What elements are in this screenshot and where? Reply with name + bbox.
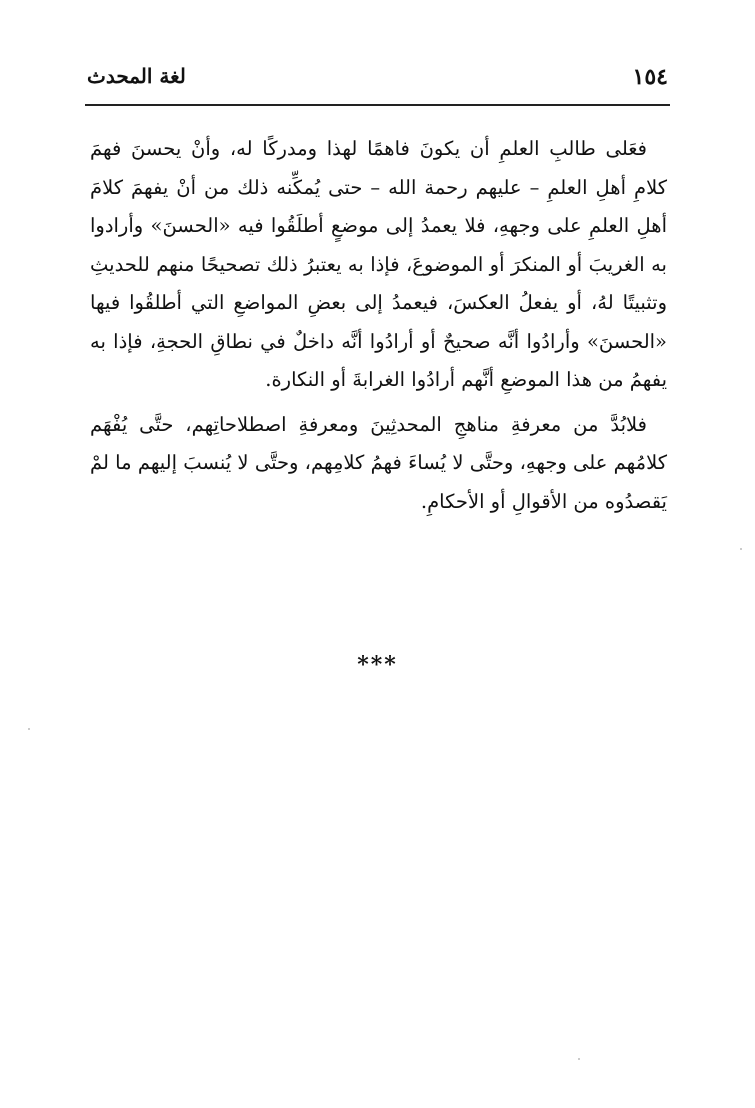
scan-speck: [28, 728, 30, 730]
paragraph-1: فعَلى طالبِ العلمِ أن يكونَ فاهمًا لهذا ومدركًا له، وأنْ يحسنَ فهمَ كلامِ أهلِ العلمِ – عليهم رحمة الله – حتى يُمكِّنه ذلك من أنْ يفهمَ كلامَ أهلِ العلمِ على وجههِ، فلا يعمدُ إلى موضعٍ أطلَقُوا فيه «الحسنَ» وأرادوا به الغريبَ أو المنكرَ أو الموضوعَ، فإذا به يعتبرُ ذلك تصحيحًا منهم للحديثِ وتثبيتًا لهُ، أو يفعلُ العكسَ، فيعمدُ إلى بعضِ المواضعِ التي أطلقُوا فيها «الحسنَ» وأرادُوا أنَّه صحيحٌ أو أرادُوا أنَّه داخلٌ في نطاقِ الحجةِ، فإذا به يفهمُ من هذا الموضعِ أنَّهم أرادُوا الغرابةَ أو النكارة.: [90, 137, 667, 391]
section-separator: ***: [357, 652, 398, 678]
page-header: [87, 58, 668, 98]
scan-speck: [578, 1058, 580, 1060]
paragraph-2: فلابُدَّ من معرفةِ مناهجِ المحدثِينَ ومعرفةِ اصطلاحاتِهم، حتَّى يُفْهَم كلامُهم على وجههِ، وحتَّى لا يُساءَ فهمُ كلامِهم، وحتَّى لا يُنسبَ إليهم ما لمْ يَقصدُوه من الأقوالِ أو الأحكامِ.: [90, 412, 667, 513]
running-title: لغة المحدث: [87, 64, 186, 88]
header-rule: [85, 104, 670, 106]
page-number: ١٥٤: [632, 64, 668, 90]
body-text: [90, 130, 667, 521]
scan-speck: [740, 548, 742, 550]
